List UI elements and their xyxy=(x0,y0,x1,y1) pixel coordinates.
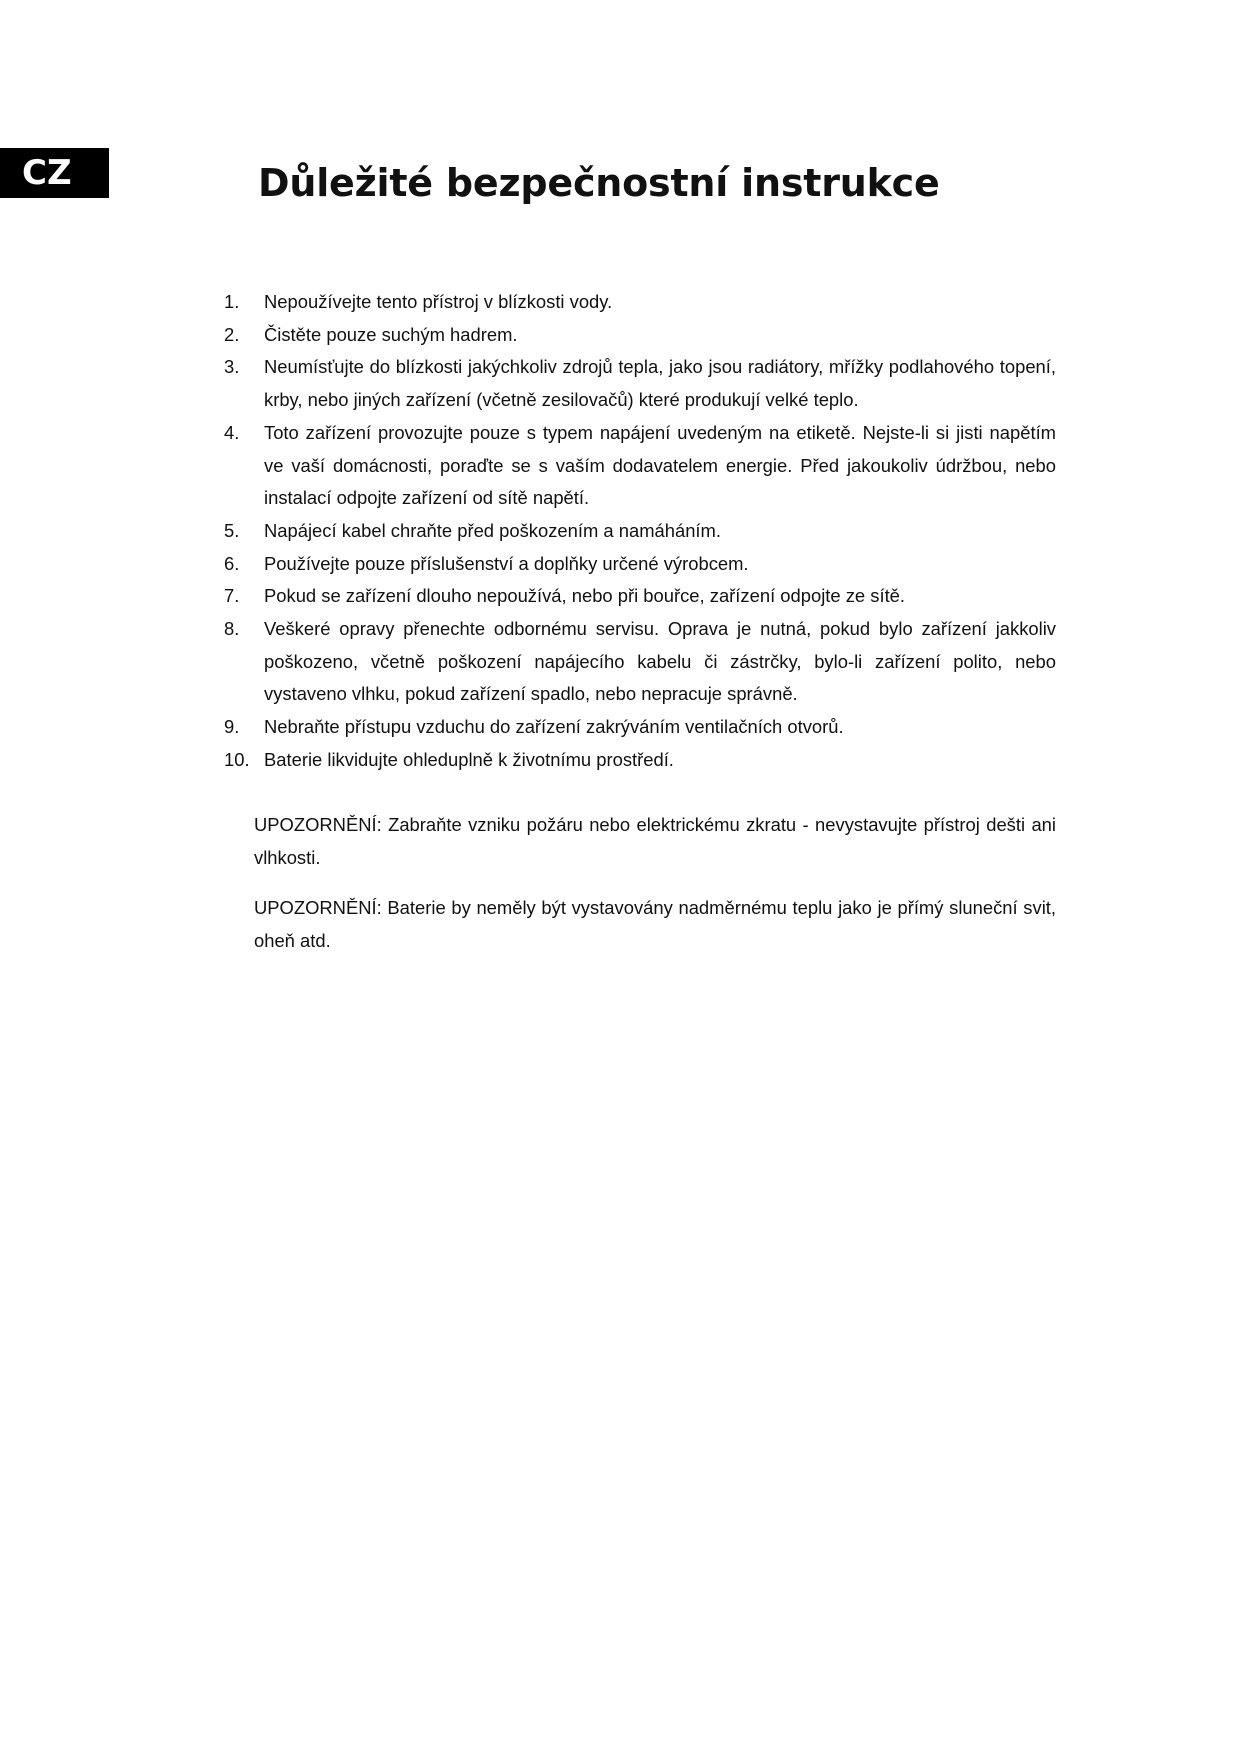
warning-paragraph: UPOZORNĚNÍ: Zabraňte vzniku požáru nebo elektrickému zkratu - nevystavujte přístroj dešti ani vlhkosti. xyxy=(254,814,1056,868)
warnings-section xyxy=(254,808,1056,974)
item-text: Toto zařízení provozujte pouze s typem napájení uvedeným na etiketě. Nejste-li si jisti napětím ve vaší domácnosti, poraďte se s vaším dodavatelem energie. Před jakoukoliv údržbou, nebo instalací odpojte zařízení od sítě napětí. xyxy=(264,421,1056,509)
item-number: 9. xyxy=(224,716,240,738)
item-text: Neumísťujte do blízkosti jakýchkoliv zdrojů tepla, jako jsou radiátory, mřížky podlahového topení, krby, nebo jiných zařízení (včetně zesilovačů) které produkují velké teplo. xyxy=(264,356,1056,411)
list-item xyxy=(224,744,1056,777)
warning-paragraph: UPOZORNĚNÍ: Baterie by neměly být vystavovány nadměrnému teplu jako je přímý sluneční svit, oheň atd. xyxy=(254,897,1056,951)
item-number: 6. xyxy=(224,552,240,574)
item-number: 10. xyxy=(224,748,250,770)
list-item xyxy=(224,548,1056,581)
item-text: Veškeré opravy přenechte odbornému servisu. Oprava je nutná, pokud bylo zařízení jakkoliv poškozeno, včetně poškození napájecího kabelu či zástrčky, bylo-li zařízení polito, nebo vystaveno vlhku, pokud zařízení spadlo, nebo nepracuje správně. xyxy=(264,618,1056,705)
item-text: Napájecí kabel chraňte před poškozením a namáháním. xyxy=(264,519,721,541)
language-tab: CZ xyxy=(0,148,109,198)
item-number: 7. xyxy=(224,585,240,607)
list-item xyxy=(224,319,1056,352)
item-number: 2. xyxy=(224,323,240,345)
item-text: Nebraňte přístupu vzduchu do zařízení zakrýváním ventilačních otvorů. xyxy=(264,716,844,738)
list-item xyxy=(224,613,1056,711)
list-item xyxy=(224,580,1056,613)
item-text: Čistěte pouze suchým hadrem. xyxy=(264,323,518,345)
item-number: 4. xyxy=(224,421,240,443)
item-number: 5. xyxy=(224,519,240,541)
list-item xyxy=(224,286,1056,319)
item-number: 1. xyxy=(224,291,240,312)
page-title: Důležité bezpečnostní instrukce xyxy=(258,161,940,205)
instruction-list xyxy=(224,286,1056,777)
item-text: Nepoužívejte tento přístroj v blízkosti vody. xyxy=(264,291,613,312)
item-number: 3. xyxy=(224,356,240,378)
list-item xyxy=(224,417,1056,515)
item-text: Používejte pouze příslušenství a doplňky určené výrobcem. xyxy=(264,552,749,574)
item-text: Pokud se zařízení dlouho nepoužívá, nebo při bouřce, zařízení odpojte ze sítě. xyxy=(264,585,906,607)
list-item xyxy=(224,515,1056,548)
item-text: Baterie likvidujte ohleduplně k životnímu prostředí. xyxy=(264,748,674,770)
list-item xyxy=(224,351,1056,416)
item-number: 8. xyxy=(224,618,240,640)
list-item xyxy=(224,711,1056,744)
